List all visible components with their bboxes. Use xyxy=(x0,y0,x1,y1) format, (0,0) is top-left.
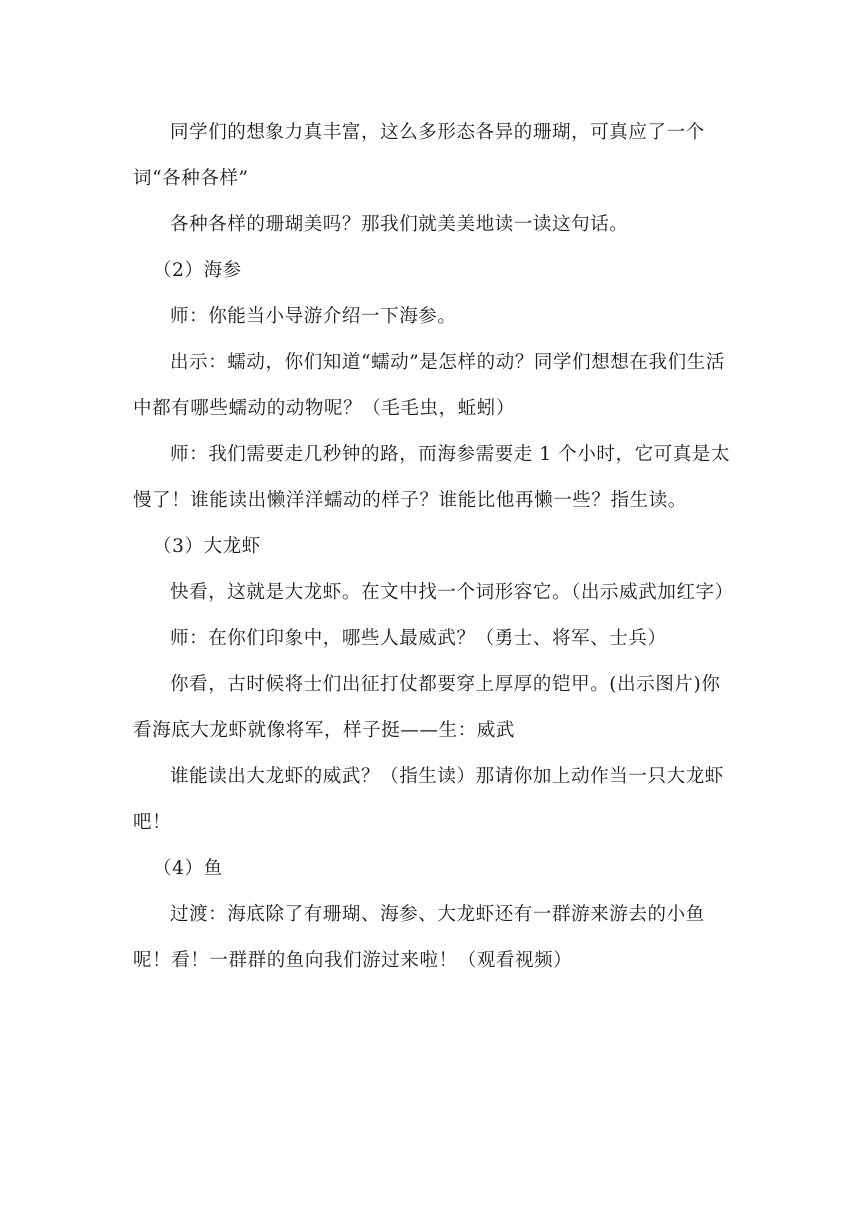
paragraph-lobster-intro: 快看，这就是大龙虾。在文中找一个词形容它。（出示威武加红字） xyxy=(170,582,734,603)
paragraph-lobster-reading: 谁能读出大龙虾的威武？（指生读）那请你加上动作当一只大龙虾吧！ xyxy=(133,766,724,833)
paragraph-wriggle: 出示：蠕动，你们知道“蠕动”是怎样的动？同学们想想在我们生活中都有哪些蠕动的动物呢？（毛毛虫，蚯蚓） xyxy=(133,352,725,419)
paragraph-lobster-mighty-people: 师：在你们印象中，哪些人最威武？（勇士、将军、士兵） xyxy=(170,628,667,649)
section-heading-lobster: （3）大龙虾 xyxy=(153,536,261,557)
paragraph-lobster-armor: 你看，古时候将士们出征打仗都要穿上厚厚的铠甲。(出示图片)你看海底大龙虾就像将军，样子挺——生：威武 xyxy=(133,674,721,741)
paragraph-sea-cucumber-slow: 师：我们需要走几秒钟的路，而海参需要走 1 个小时，它可真是太慢了！谁能读出懒洋洋蠕动的样子？谁能比他再懒一些？指生读。 xyxy=(133,444,731,511)
paragraph-sea-cucumber-guide: 师：你能当小导游介绍一下海参。 xyxy=(170,306,457,327)
section-heading-fish: （4）鱼 xyxy=(153,858,223,879)
paragraph-fish-transition: 过渡：海底除了有珊瑚、海参、大龙虾还有一群游来游去的小鱼呢！看！一群群的鱼向我们游过来啦！（观看视频） xyxy=(133,904,705,971)
document-body xyxy=(133,110,733,984)
section-heading-sea-cucumber: （2）海参 xyxy=(153,260,242,281)
paragraph-coral-reading: 各种各样的珊瑚美吗？那我们就美美地读一读这句话。 xyxy=(170,214,629,235)
paragraph-coral-variety: 同学们的想象力真丰富，这么多形态各异的珊瑚，可真应了一个词“各种各样” xyxy=(133,122,705,189)
